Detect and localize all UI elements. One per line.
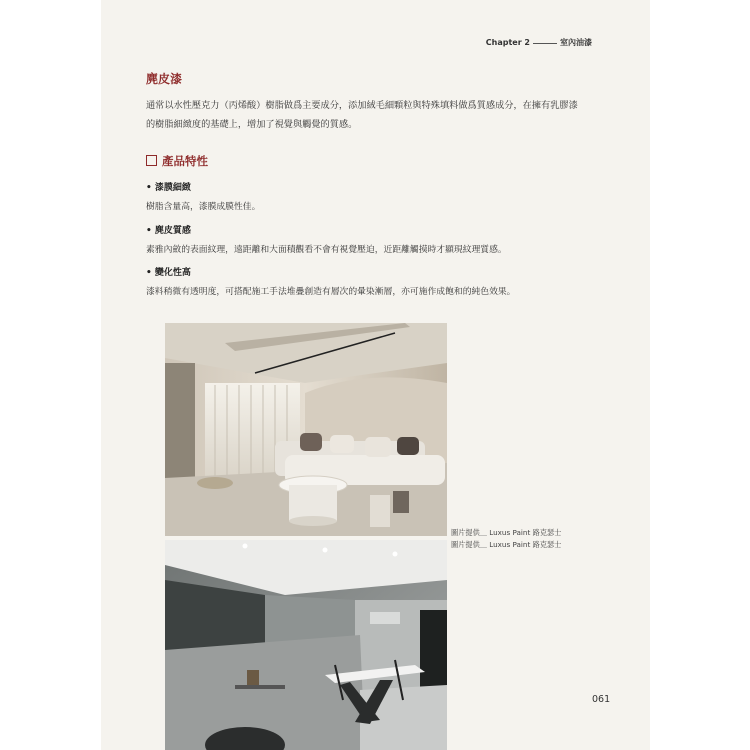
book-page bbox=[101, 0, 650, 750]
photo-caption: 圖片提供＿ Luxus Paint 路克瑟士 bbox=[451, 540, 562, 549]
photo-caption: 圖片提供＿ Luxus Paint 路克瑟士 bbox=[451, 528, 562, 537]
dining-room-photo bbox=[165, 540, 447, 750]
feature-item bbox=[146, 180, 606, 212]
feature-item bbox=[146, 223, 606, 255]
living-room-photo bbox=[165, 323, 447, 536]
features-heading-label: 產品特性 bbox=[162, 154, 208, 168]
feature-title: • 麂皮質感 bbox=[146, 226, 191, 236]
feature-title: • 漆膜細緻 bbox=[146, 183, 191, 193]
feature-title: • 變化性高 bbox=[146, 268, 191, 278]
section-label: 室內油漆 bbox=[560, 38, 592, 47]
intro-paragraph: 通常以水性壓克力（丙烯酸）樹脂做爲主要成分，添加絨毛細顆粒與特殊填料做爲質感成分，在擁有乳膠漆的樹脂細緻度的基礎上，增加了視覺與觸覺的質感。 bbox=[146, 100, 578, 130]
page-title: 麂皮漆 bbox=[146, 72, 183, 86]
features-heading bbox=[146, 153, 208, 169]
feature-desc: 漆料稍微有透明度，可搭配施工手法堆疊創造有層次的暈染漸層，亦可施作成飽和的純色效果。 bbox=[146, 287, 516, 297]
chapter-header bbox=[486, 37, 592, 48]
feature-item bbox=[146, 265, 606, 297]
feature-desc: 素雅內斂的表面紋理，遠距離和大面積觀看不會有視覺壓迫，近距離觸摸時才顯現紋理質感。 bbox=[146, 245, 507, 255]
header-rule bbox=[533, 43, 557, 44]
page-number: 061 bbox=[592, 694, 611, 705]
square-bullet-icon bbox=[146, 155, 157, 166]
feature-desc: 樹脂含量高，漆膜成膜性佳。 bbox=[146, 202, 261, 212]
chapter-label: Chapter 2 bbox=[485, 38, 530, 47]
